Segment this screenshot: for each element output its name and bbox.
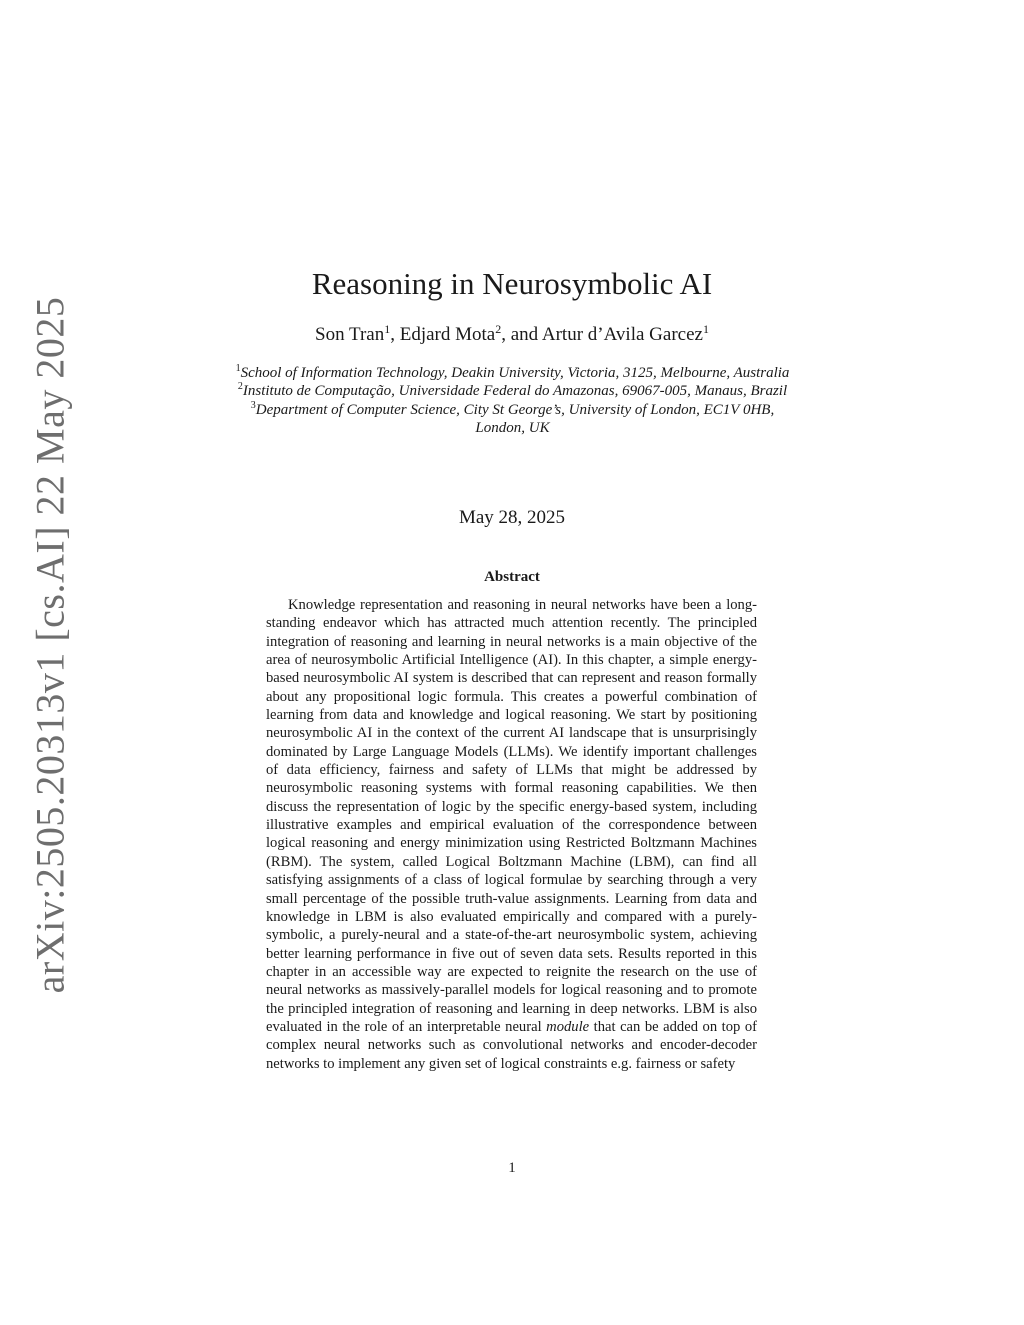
author-name: Son Tran [315, 324, 385, 345]
affiliation-mark: 3 [250, 399, 256, 411]
page-number: 1 [508, 1160, 516, 1176]
paper-title: Reasoning in Neurosymbolic AI [311, 266, 713, 301]
author-separator: , [390, 324, 400, 345]
author-name: Artur d’Avila Garcez [541, 324, 703, 345]
affiliation-1 [230, 364, 795, 382]
abstract-heading: Abstract [484, 569, 540, 585]
affiliation-mark: 2 [237, 381, 243, 393]
author-separator: , and [501, 324, 542, 345]
affiliation-mark: 1 [235, 363, 241, 374]
arxiv-identifier-stamp: arXiv:2505.20313v1 [cs.AI] 22 May 2025 [27, 296, 73, 994]
affiliation-text: School of Information Technology, Deakin University, Victoria, 3125, Melbourne, Australia [240, 365, 790, 381]
affiliation-list [230, 364, 795, 437]
author-affiliation-mark: 1 [384, 322, 391, 336]
abstract-body [266, 596, 757, 1073]
affiliation-2 [230, 382, 795, 400]
publication-date: May 28, 2025 [458, 507, 566, 528]
affiliation-text: Department of Computer Science, City St George’s, University of London, EC1V 0HB, London, UK [255, 401, 775, 436]
abstract-emphasis-module: module [546, 1018, 590, 1035]
abstract-text-part-1: Knowledge representation and reasoning in neural networks have been a long-standing endeavor which has attracted much attention recently. The principled integration of reasoning and learning in neural networks is a main objective of the area of neurosymbolic Artificial Intelligence (AI). In this chapter, a simple energy-based neurosymbolic AI system is described that can represent and reason formally about any propositional logic formula. This creates a powerful combination of learning from data and knowledge and logical reasoning. We start by positioning neurosymbolic AI in the context of the current AI landscape that is unsurprisingly dominated by Large Language Models (LLMs). We identify important challenges of data efficiency, fairness and safety of LLMs that might be addressed by neurosymbolic reasoning systems with formal reasoning capabilities. We then discuss the representation of logic by the specific energy-based system, including illustrative examples and empirical evaluation of the correspondence between logical reasoning and energy minimization using Restricted Boltzmann Machines (RBM). The system, called Logical Boltzmann Machine (LBM), can find all satisfying assignments of a class of logical formulae by searching through a very small percentage of the possible truth-value assignments. Learning from data and knowledge in LBM is also evaluated empirically and compared with a purely-symbolic, a purely-neural and a state-of-the-art neurosymbolic system, achieving better learning performance in five out of seven data sets. Results reported in this chapter in an accessible way are expected to reignite the research on the use of neural networks as massively-parallel models for logical reasoning and to promote the principled integration of reasoning and learning in deep networks. LBM is also evaluated in the role of an interpretable neural [266, 597, 757, 1035]
affiliation-3 [230, 401, 795, 438]
affiliation-text: Instituto de Computação, Universidade Federal do Amazonas, 69067-005, Manaus, Brazil [242, 383, 788, 400]
author-affiliation-mark: 2 [495, 322, 502, 336]
author-affiliation-mark: 1 [702, 322, 709, 336]
author-name: Edjard Mota [399, 324, 496, 345]
abstract-text-part-2: that can be added on top of complex neural networks such as convolutional networks and encoder-decoder networks to implement any given set of logical constraints e.g. fairness or safety [266, 1018, 757, 1072]
author-list [0, 324, 1024, 346]
